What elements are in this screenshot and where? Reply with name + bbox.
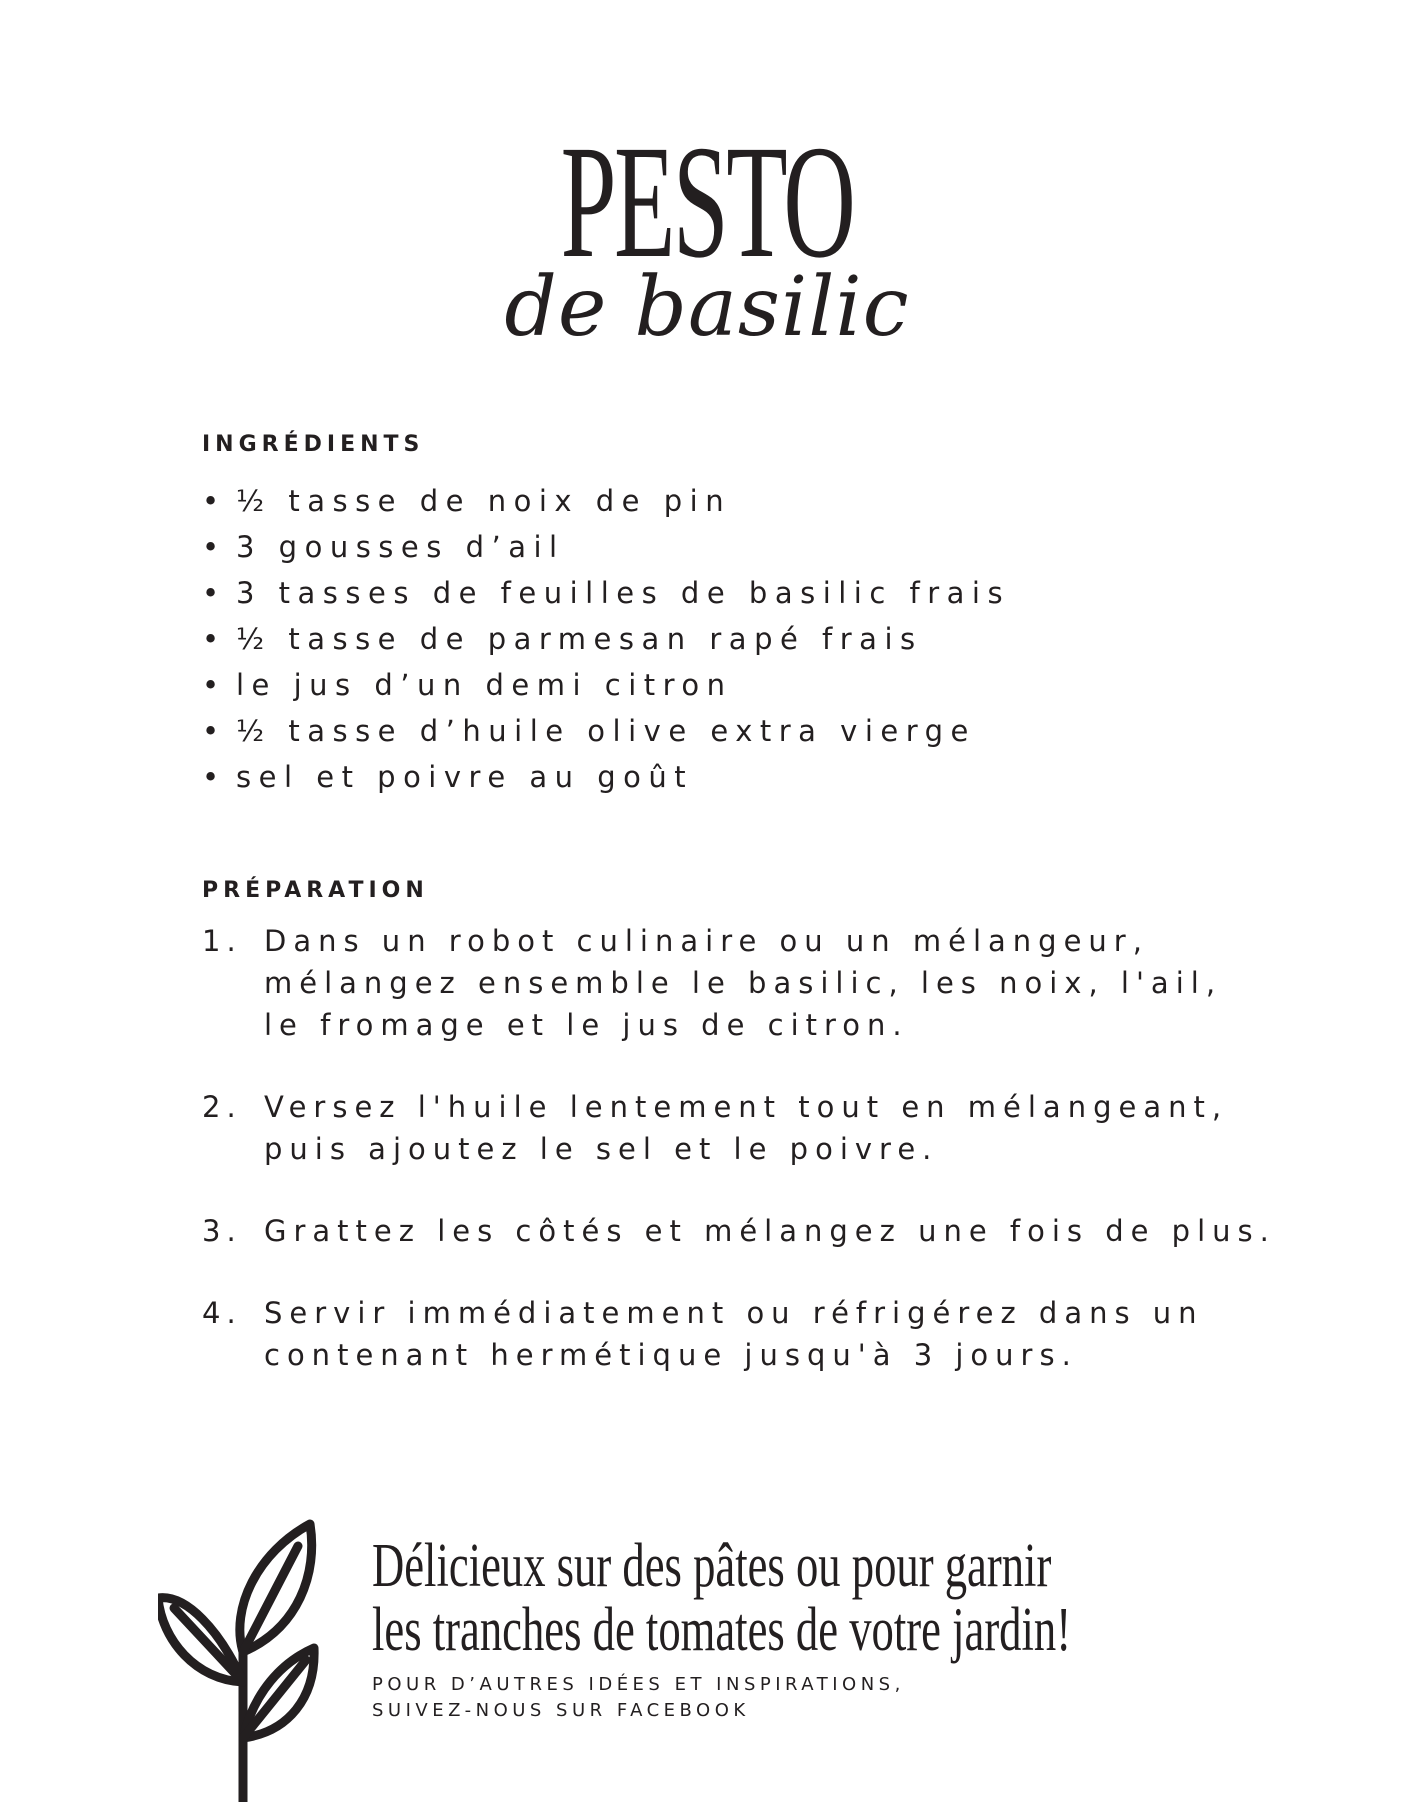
step-line: Versez l'huile lentement tout en mélangeant,: [264, 1090, 1229, 1124]
step-line: mélangez ensemble le basilic, les noix, l'ail,: [264, 966, 1223, 1000]
step-number: 3.: [202, 1214, 242, 1248]
bullet: •: [202, 484, 220, 518]
preparation-section: [202, 876, 1276, 1416]
step-number: 2.: [202, 1090, 242, 1124]
preparation-heading: PRÉPARATION: [202, 878, 429, 903]
ingredient-item: • ½ tasse de parmesan rapé frais: [202, 616, 1252, 662]
step-item: [202, 920, 1252, 1046]
ingredient-item: • le jus d’un demi citron: [202, 662, 1252, 708]
step-line: puis ajoutez le sel et le poivre.: [264, 1132, 939, 1166]
ingredient-item: • 3 gousses d’ail: [202, 524, 1252, 570]
step-line: Grattez les côtés et mélangez une fois de plus.: [264, 1214, 1276, 1248]
step-item: [202, 1086, 1252, 1170]
bullet: •: [202, 622, 220, 656]
ingredient-item: • ½ tasse de noix de pin: [202, 478, 1252, 524]
footer: [0, 1500, 1414, 1792]
plant-sprout-icon: [158, 1512, 328, 1802]
step-item: [202, 1292, 1252, 1376]
social-line: POUR D’AUTRES IDÉES ET INSPIRATIONS,: [372, 1674, 905, 1695]
bullet: •: [202, 576, 220, 610]
bullet: •: [202, 760, 220, 794]
step-number: 1.: [202, 924, 242, 958]
title-subtitle: de basilic: [504, 260, 910, 355]
step-line: le fromage et le jus de citron.: [264, 1008, 909, 1042]
social-callout: [372, 1672, 1272, 1724]
preparation-steps: [202, 920, 1276, 1376]
step-line: Dans un robot culinaire ou un mélangeur,: [264, 924, 1149, 958]
ingredient-item: • sel et poivre au goût: [202, 754, 1252, 800]
ingredients-section: [202, 430, 1252, 800]
bullet: •: [202, 668, 220, 702]
recipe-title: [0, 113, 1414, 355]
social-line: SUIVEZ-NOUS SUR FACEBOOK: [372, 1700, 750, 1721]
tagline-line: Délicieux sur des pâtes ou pour garnir: [372, 1532, 1052, 1600]
title-main: PESTO: [560, 113, 854, 292]
ingredients-heading: INGRÉDIENTS: [202, 432, 425, 457]
tagline-line: les tranches de tomates de votre jardin!: [372, 1596, 1072, 1664]
ingredients-list: [202, 478, 1252, 800]
tagline: [372, 1534, 1392, 1662]
step-line: Servir immédiatement ou réfrigérez dans un: [264, 1296, 1204, 1330]
bullet: •: [202, 714, 220, 748]
step-number: 4.: [202, 1296, 242, 1330]
bullet: •: [202, 530, 220, 564]
ingredient-item: • ½ tasse d’huile olive extra vierge: [202, 708, 1252, 754]
step-item: [202, 1210, 1276, 1252]
step-line: contenant hermétique jusqu'à 3 jours.: [264, 1338, 1078, 1372]
ingredient-item: • 3 tasses de feuilles de basilic frais: [202, 570, 1252, 616]
